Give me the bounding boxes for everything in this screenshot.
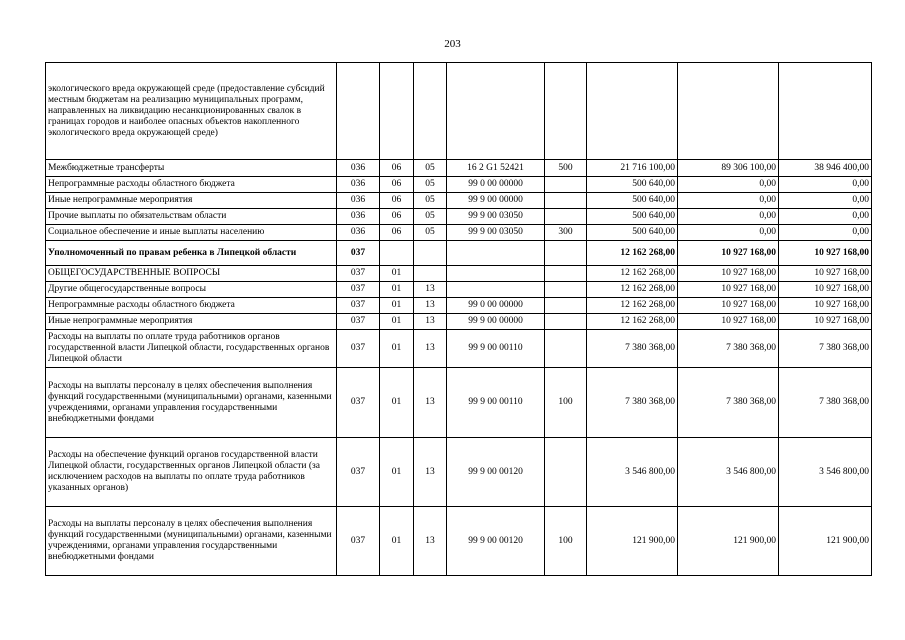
table-row [46,266,872,282]
cell-podrazdel: 05 [414,193,447,209]
cell-amount-2: 121 900,00 [678,507,779,576]
cell-podrazdel: 05 [414,225,447,241]
cell-razdel: 01 [380,266,414,282]
table-row [46,438,872,507]
cell-amount-2: 0,00 [678,193,779,209]
cell-expense-type [545,282,587,298]
cell-expense-type [545,63,587,160]
cell-amount-2: 0,00 [678,177,779,193]
cell-name: Иные непрограммные мероприятия [46,314,337,330]
table-row [46,193,872,209]
cell-name: Расходы на выплаты по оплате труда работников органов государственной власти Липецкой области, государственных органов Липецкой области [46,330,337,368]
cell-razdel: 01 [380,368,414,438]
cell-glava: 036 [337,193,380,209]
cell-glava: 037 [337,330,380,368]
cell-target-article [447,241,545,266]
cell-podrazdel [414,266,447,282]
cell-target-article: 99 9 00 03050 [447,209,545,225]
cell-target-article [447,63,545,160]
cell-glava: 037 [337,368,380,438]
cell-target-article: 99 9 00 00110 [447,330,545,368]
cell-amount-2: 89 306 100,00 [678,160,779,177]
cell-expense-type [545,193,587,209]
cell-razdel: 01 [380,314,414,330]
cell-amount-2: 3 546 800,00 [678,438,779,507]
cell-amount-3: 10 927 168,00 [779,266,872,282]
cell-target-article: 99 0 00 00000 [447,177,545,193]
cell-name: ОБЩЕГОСУДАРСТВЕННЫЕ ВОПРОСЫ [46,266,337,282]
table-row [46,241,872,266]
cell-razdel: 01 [380,438,414,507]
cell-amount-3: 0,00 [779,209,872,225]
cell-podrazdel: 13 [414,438,447,507]
cell-amount-2: 7 380 368,00 [678,368,779,438]
cell-name: экологического вреда окружающей среде (предоставление субсидий местным бюджетам на реализацию муниципальных программ, направленных на ликвидацию несанкционированных свалок в границах городов и наиболее опасных объектов накопленного экологического вреда окружающей среде) [46,63,337,160]
cell-amount-3: 10 927 168,00 [779,241,872,266]
cell-amount-2: 10 927 168,00 [678,266,779,282]
cell-expense-type: 300 [545,225,587,241]
cell-name: Расходы на выплаты персоналу в целях обеспечения выполнения функций государственными (муниципальными) органами, казенными учреждениями, органами управления государственными внебюджетными фондами [46,507,337,576]
cell-podrazdel [414,241,447,266]
cell-expense-type: 100 [545,507,587,576]
cell-amount-2: 10 927 168,00 [678,298,779,314]
cell-name: Расходы на обеспечение функций органов государственной власти Липецкой области, государственных органов Липецкой области (за исключением расходов на выплаты по оплате труда работников указанных органов) [46,438,337,507]
cell-target-article: 16 2 G1 52421 [447,160,545,177]
cell-podrazdel: 05 [414,209,447,225]
cell-target-article: 99 9 00 00000 [447,193,545,209]
cell-razdel: 01 [380,282,414,298]
cell-razdel: 06 [380,160,414,177]
cell-glava: 037 [337,241,380,266]
cell-amount-3: 7 380 368,00 [779,368,872,438]
table-row [46,314,872,330]
cell-amount-3: 0,00 [779,225,872,241]
cell-razdel: 01 [380,298,414,314]
table-row [46,298,872,314]
cell-razdel: 01 [380,507,414,576]
cell-target-article: 99 9 00 00110 [447,368,545,438]
cell-expense-type [545,177,587,193]
cell-glava: 036 [337,177,380,193]
cell-razdel: 06 [380,193,414,209]
cell-amount-1 [587,63,678,160]
table-row [46,225,872,241]
cell-amount-2: 0,00 [678,225,779,241]
cell-name: Социальное обеспечение и иные выплаты населению [46,225,337,241]
cell-podrazdel: 05 [414,177,447,193]
cell-expense-type: 500 [545,160,587,177]
table-row [46,209,872,225]
cell-amount-2 [678,63,779,160]
cell-amount-3: 0,00 [779,193,872,209]
cell-target-article: 99 0 00 00000 [447,298,545,314]
table-row [46,368,872,438]
cell-name: Непрограммные расходы областного бюджета [46,177,337,193]
cell-podrazdel: 13 [414,368,447,438]
cell-target-article: 99 9 00 03050 [447,225,545,241]
cell-podrazdel: 13 [414,298,447,314]
cell-amount-1: 21 716 100,00 [587,160,678,177]
table-row [46,507,872,576]
cell-target-article: 99 9 00 00120 [447,507,545,576]
cell-podrazdel: 13 [414,282,447,298]
cell-amount-1: 500 640,00 [587,193,678,209]
cell-amount-3: 10 927 168,00 [779,298,872,314]
cell-expense-type: 100 [545,368,587,438]
cell-expense-type [545,314,587,330]
cell-name: Расходы на выплаты персоналу в целях обеспечения выполнения функций государственными (муниципальными) органами, казенными учреждениями, органами управления государственными внебюджетными фондами [46,368,337,438]
cell-razdel: 06 [380,225,414,241]
cell-glava: 037 [337,298,380,314]
cell-target-article: 99 9 00 00000 [447,314,545,330]
cell-podrazdel: 05 [414,160,447,177]
cell-amount-2: 10 927 168,00 [678,241,779,266]
table-row [46,330,872,368]
cell-name: Другие общегосударственные вопросы [46,282,337,298]
cell-razdel: 06 [380,177,414,193]
cell-glava: 037 [337,314,380,330]
cell-podrazdel: 13 [414,330,447,368]
cell-expense-type [545,209,587,225]
cell-target-article: 99 9 00 00120 [447,438,545,507]
cell-amount-1: 7 380 368,00 [587,330,678,368]
cell-name: Непрограммные расходы областного бюджета [46,298,337,314]
cell-amount-3: 121 900,00 [779,507,872,576]
table-row [46,160,872,177]
cell-expense-type [545,298,587,314]
cell-amount-3: 7 380 368,00 [779,330,872,368]
cell-razdel [380,241,414,266]
cell-name: Иные непрограммные мероприятия [46,193,337,209]
cell-razdel: 01 [380,330,414,368]
cell-amount-1: 12 162 268,00 [587,241,678,266]
cell-glava: 037 [337,438,380,507]
page-number: 203 [444,38,461,50]
cell-expense-type [545,241,587,266]
cell-amount-3: 10 927 168,00 [779,314,872,330]
cell-expense-type [545,266,587,282]
cell-amount-1: 7 380 368,00 [587,368,678,438]
cell-glava: 036 [337,225,380,241]
cell-podrazdel: 13 [414,314,447,330]
cell-name: Прочие выплаты по обязательствам области [46,209,337,225]
cell-amount-3: 0,00 [779,177,872,193]
cell-amount-3: 3 546 800,00 [779,438,872,507]
cell-podrazdel: 13 [414,507,447,576]
cell-amount-1: 12 162 268,00 [587,314,678,330]
table-row [46,63,872,160]
cell-amount-3: 38 946 400,00 [779,160,872,177]
cell-podrazdel [414,63,447,160]
cell-razdel [380,63,414,160]
cell-amount-3 [779,63,872,160]
cell-amount-3: 10 927 168,00 [779,282,872,298]
cell-amount-1: 3 546 800,00 [587,438,678,507]
cell-amount-1: 500 640,00 [587,209,678,225]
cell-amount-2: 0,00 [678,209,779,225]
cell-amount-2: 10 927 168,00 [678,282,779,298]
cell-glava: 037 [337,266,380,282]
cell-amount-1: 12 162 268,00 [587,282,678,298]
table-row [46,177,872,193]
cell-name: Уполномоченный по правам ребенка в Липецкой области [46,241,337,266]
cell-amount-1: 12 162 268,00 [587,298,678,314]
table-row [46,282,872,298]
cell-glava: 036 [337,209,380,225]
cell-target-article [447,266,545,282]
cell-name: Межбюджетные трансферты [46,160,337,177]
cell-glava [337,63,380,160]
cell-expense-type [545,330,587,368]
cell-razdel: 06 [380,209,414,225]
cell-amount-2: 7 380 368,00 [678,330,779,368]
cell-amount-1: 500 640,00 [587,177,678,193]
cell-expense-type [545,438,587,507]
cell-amount-1: 500 640,00 [587,225,678,241]
cell-amount-1: 121 900,00 [587,507,678,576]
budget-table [45,62,872,576]
cell-glava: 037 [337,507,380,576]
cell-amount-1: 12 162 268,00 [587,266,678,282]
cell-glava: 036 [337,160,380,177]
cell-glava: 037 [337,282,380,298]
cell-target-article [447,282,545,298]
cell-amount-2: 10 927 168,00 [678,314,779,330]
